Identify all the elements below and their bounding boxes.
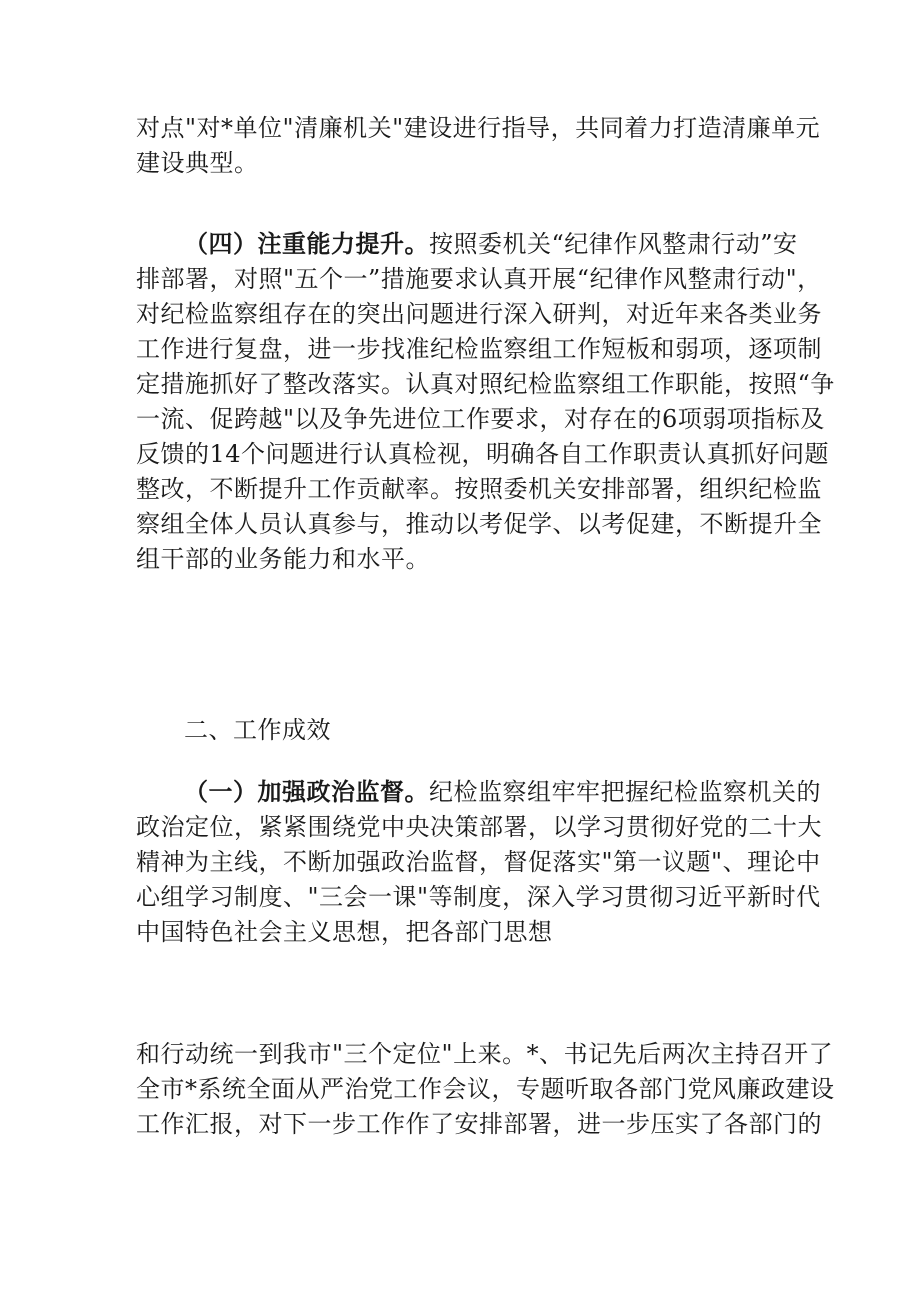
text-line: 组干部的业务能力和水平。 — [136, 545, 430, 573]
text-line: 和行动统一到我市"三个定位"上来。*、书记先后两次主持召开了 — [136, 1040, 834, 1068]
text-line: 建设典型。 — [136, 149, 259, 177]
text-line: 整改，不断提升工作贡献率。按照委机关安排部署，组织纪检监 — [136, 475, 822, 503]
text-line: 政治定位，紧紧围绕党中央决策部署，以学习贯彻好党的二十大 — [136, 813, 822, 841]
paragraph-political-supervision — [136, 772, 822, 947]
text-line: 排部署，对照"五个一”措施要求认真开展“纪律作风整肃行动"， — [136, 265, 822, 293]
text-line-first — [136, 224, 798, 259]
text-line-rest: 纪检监察组牢牢把握纪检监察机关的 — [429, 778, 821, 806]
paragraph-continued — [136, 108, 821, 178]
text-line: 精神为主线，不断加强政治监督，督促落实"第一议题"、理论中 — [136, 848, 821, 876]
paragraph-lead: （四）注重能力提升。 — [184, 229, 429, 258]
text-line: 定措施抓好了整改落实。认真对照纪检监察组工作职能，按照“争 — [136, 370, 835, 398]
text-line: 察组全体人员认真参与，推动以考促学、以考促建，不断提升全 — [136, 510, 822, 538]
text-line: 工作进行复盘，进一步找准纪检监察组工作短板和弱项，逐项制 — [136, 335, 822, 363]
text-line: 中国特色社会主义思想，把各部门思想 — [136, 918, 553, 946]
text-line: 全市*系统全面从严治党工作会议，专题听取各部门党风廉政建设 — [136, 1075, 835, 1103]
paragraph-capability — [136, 224, 835, 574]
text-line: 工作汇报，对下一步工作作了安排部署，进一步压实了各部门的 — [136, 1110, 822, 1138]
section-heading — [136, 710, 790, 745]
paragraph-continued-bottom — [136, 1034, 835, 1139]
text-line-first — [136, 772, 821, 807]
text-line-rest: 按照委机关“纪律作风整肃行动”安 — [429, 230, 798, 258]
text-line: 心组学习制度、"三会一课"等制度，深入学习贯彻习近平新时代 — [136, 883, 821, 911]
paragraph-lead: （一）加强政治监督。 — [184, 777, 429, 806]
section-heading-text: 二、工作成效 — [184, 716, 331, 744]
text-line: 对纪检监察组存在的突出问题进行深入研判，对近年来各类业务 — [136, 300, 822, 328]
text-line: 反馈的14个问题进行认真检视，明确各自工作职责认真抓好问题 — [136, 440, 830, 468]
text-line: 对点"对*单位"清廉机关"建设进行指导，共同着力打造清廉单元 — [136, 114, 821, 142]
text-line: 一流、促跨越"以及争先进位工作要求，对存在的6项弱项指标及 — [136, 405, 825, 433]
